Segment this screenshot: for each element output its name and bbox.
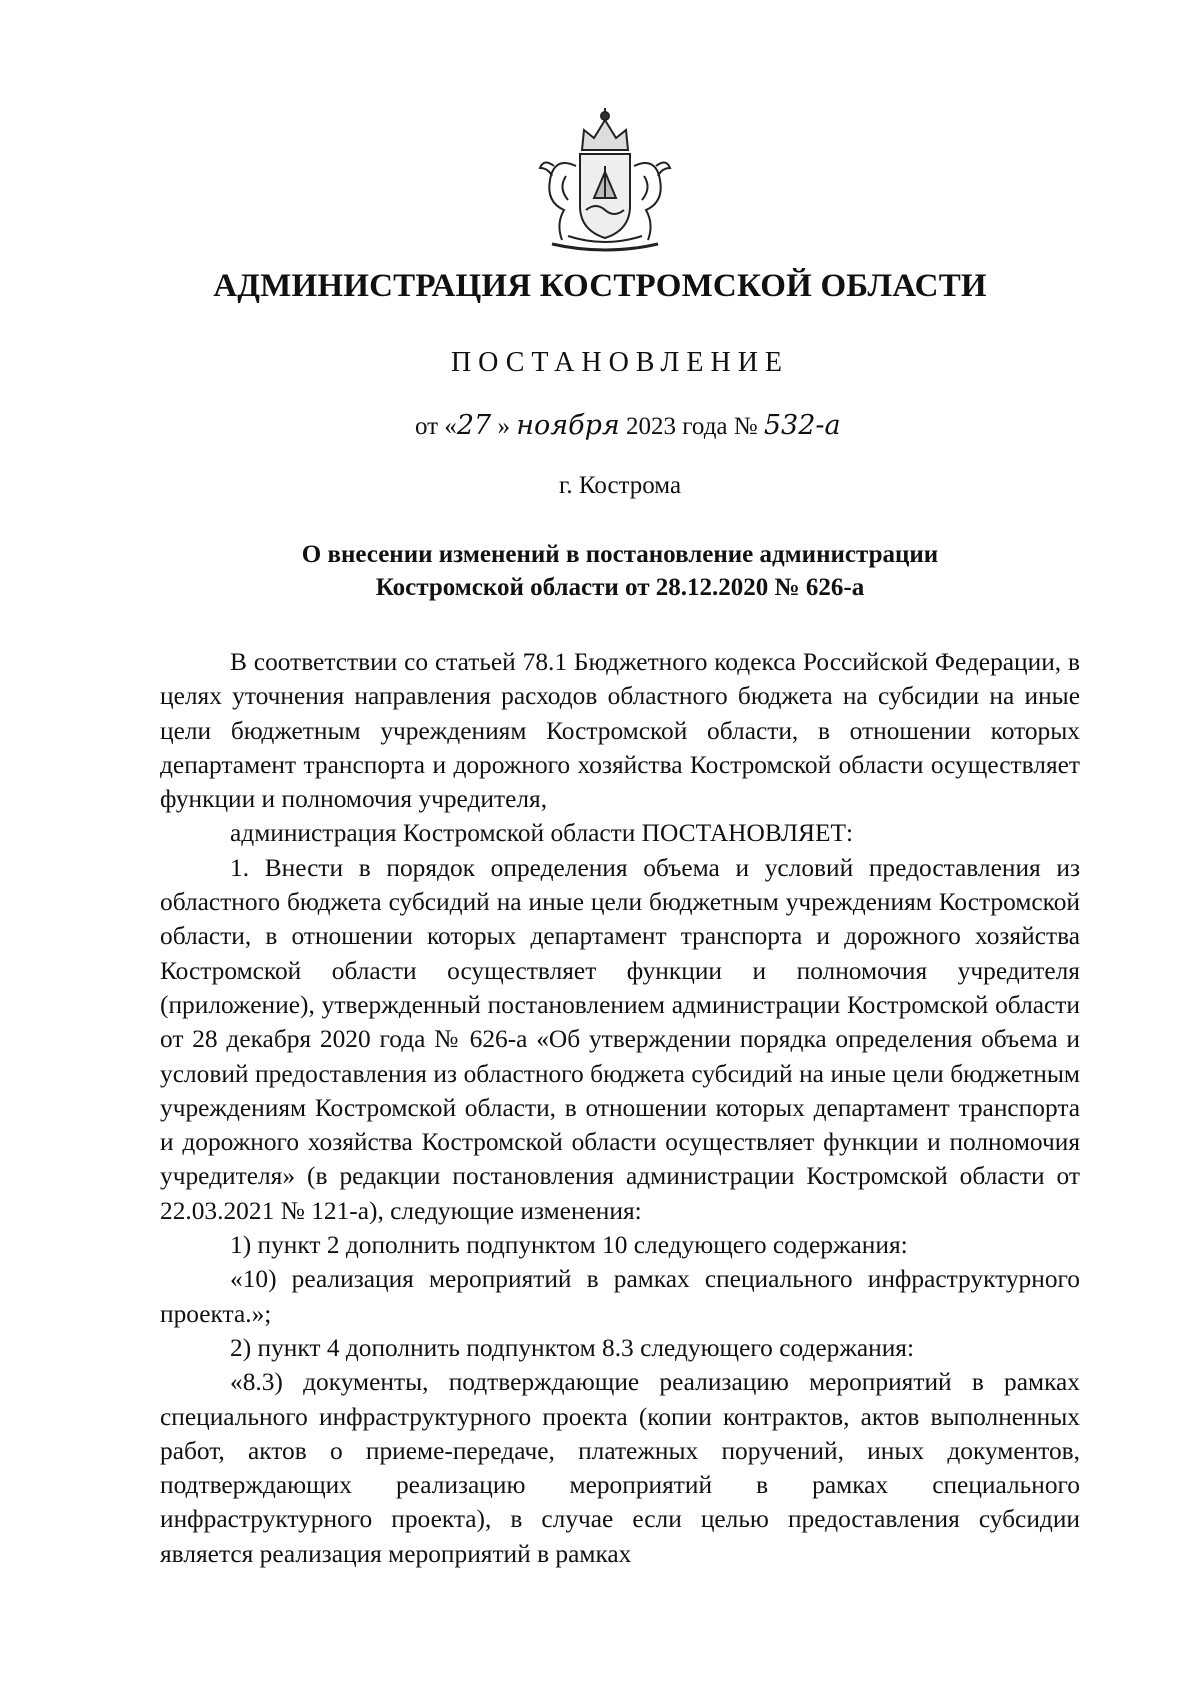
- paragraph-quote-10: «10) реализация мероприятий в рамках специального инфраструктурного проекта.»;: [160, 1265, 1080, 1328]
- coat-of-arms-icon: [532, 106, 678, 254]
- date-prefix: от «: [415, 413, 457, 440]
- paragraph-item-1: 1. Внести в порядок определения объема и условий предоставления из областного бюджета субсидий на иные цели бюджетным учреждениям Костромской области, в отношении которых департамент транспорта и дорожного хозяйства Костромской области осуществляет функции и полномочия учредителя (приложение), утвержденный постановлением администрации Костромской области от 28 декабря 2020 года № 626-а «Об утверждении порядка определения объема и условий предоставления из областного бюджета субсидий на иные цели бюджетным учреждениям Костромской области, в отношении которых департамент транспорта и дорожного хозяйства Костромской области осуществляет функции и полномочия учредителя» (в редакции постановления администрации Костромской области от 22.03.2021 № 121-а), следующие изменения:: [160, 853, 1080, 1225]
- date-separator: »: [491, 413, 517, 440]
- subject-line-1: О внесении изменений в постановление администрации: [301, 541, 939, 568]
- paragraph-preamble: В соответствии со статьей 78.1 Бюджетного кодекса Российской Федерации, в целях уточнения направления расходов областного бюджета на субсидии на иные цели бюджетным учреждениям Костромской области, в отношении которых департамент транспорта и дорожного хозяйства Костромской области осуществляет функции и полномочия учредителя,: [160, 648, 1080, 814]
- paragraph-quote-8-3: «8.3) документы, подтверждающие реализацию мероприятий в рамках специального инфраструктурного проекта (копии контрактов, актов выполненных работ, актов о приеме-передаче, платежных поручений, иных документов, подтверждающих реализацию мероприятий в рамках специального инфраструктурного проекта), в случае если целью предоставления субсидии является реализация мероприятий в рамках: [160, 1368, 1080, 1568]
- date-year: 2023 года №: [619, 413, 764, 440]
- paragraph-subitem-1: 1) пункт 2 дополнить подпунктом 10 следующего содержания:: [230, 1231, 908, 1260]
- city-name: г. Кострома: [558, 472, 682, 499]
- date-month: ноября: [516, 410, 620, 441]
- paragraph-subitem-2: 2) пункт 4 дополнить подпунктом 8.3 следующего содержания:: [230, 1333, 915, 1362]
- date-day: 27: [456, 410, 492, 441]
- document-body: [160, 645, 1080, 1571]
- paragraph-resolution: администрация Костромской области ПОСТАНОВЛЯЕТ:: [230, 819, 854, 848]
- document-subject: [0, 538, 1200, 604]
- date-line: [415, 410, 841, 441]
- organization-title: АДМИНИСТРАЦИЯ КОСТРОМСКОЙ ОБЛАСТИ: [213, 268, 987, 304]
- subject-line-2: Костромской области от 28.12.2020 № 626-а: [375, 574, 865, 601]
- document-number: 532-а: [763, 410, 841, 441]
- document-type: ПОСТАНОВЛЕНИЕ: [450, 347, 790, 378]
